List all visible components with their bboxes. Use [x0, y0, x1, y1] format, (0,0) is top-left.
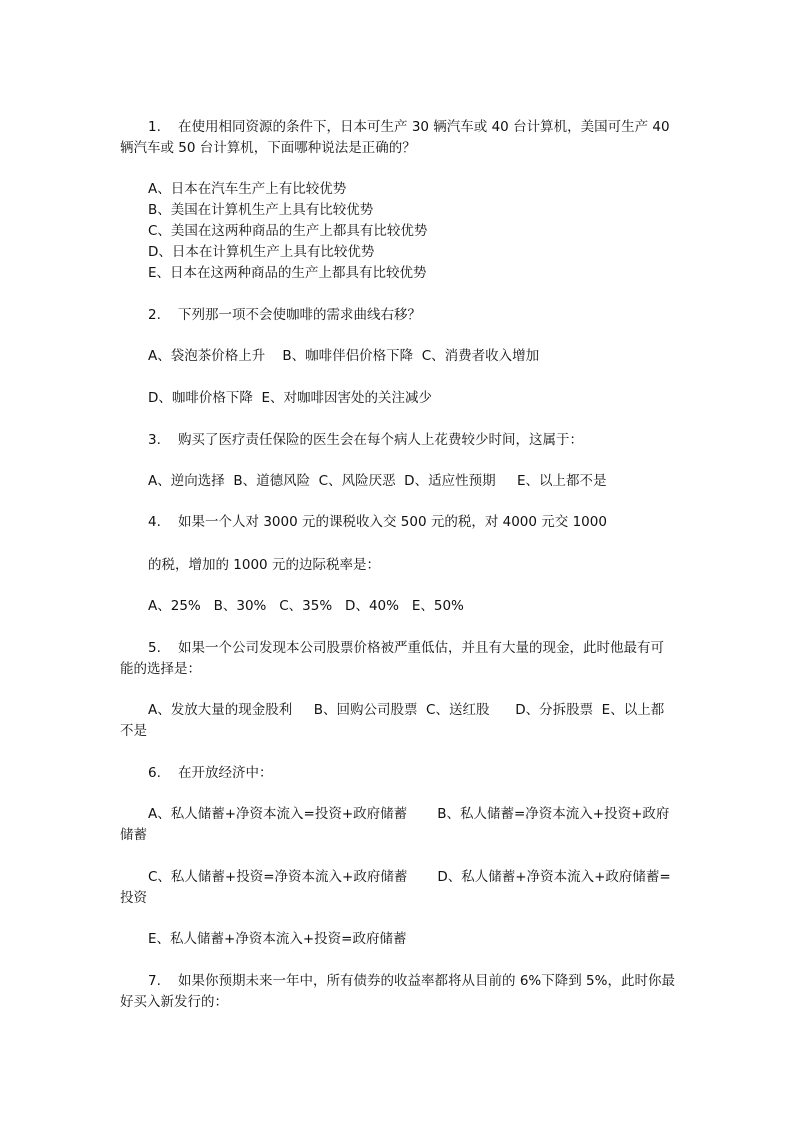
question-1-option-b: B、美国在计算机生产上具有比较优势 [148, 202, 374, 218]
question-2-stem: 2. 下列那一项不会使咖啡的需求曲线右移？ [148, 307, 422, 323]
question-2-options-line-2: D、咖啡价格下降 E、对咖啡因害处的关注减少 [148, 390, 433, 406]
question-1-option-c: C、美国在这两种商品的生产上都具有比较优势 [148, 223, 428, 239]
question-6-option-e: E、私人储蓄+净资本流入+投资=政府储蓄 [148, 931, 407, 947]
question-6-option-cd: C、私人储蓄+投资=净资本流入+政府储蓄 D、私人储蓄+净资本流入+政府储蓄=投资 [120, 869, 671, 906]
question-4-stem: 4. 如果一个人对 3000 元的课税收入交 500 元的税，对 4000 元交 1000 [148, 514, 607, 530]
question-1-stem: 1. 在使用相同资源的条件下，日本可生产 30 辆汽车或 40 台计算机，美国可生产 40 辆汽车或 50 台计算机，下面哪种说法是正确的？ [120, 119, 674, 156]
question-6-stem: 6. 在开放经济中： [148, 765, 273, 781]
question-1-option-e: E、日本在这两种商品的生产上都具有比较优势 [148, 265, 427, 281]
question-5-stem: 5. 如果一个公司发现本公司股票价格被严重低估，并且有大量的现金，此时他最有可能的选择是： [120, 640, 665, 677]
question-4-stem-continued: 的税，增加的 1000 元的边际税率是： [148, 557, 380, 573]
question-5-options: A、发放大量的现金股利 B、回购公司股票 C、送红股 D、分拆股票 E、以上都不是 [120, 702, 665, 739]
question-7-stem: 7. 如果你预期未来一年中，所有债券的收益率都将从目前的 6%下降到 5%，此时你最好买入新发行的： [120, 973, 675, 1010]
question-4-options: A、25% B、30% C、35% D、40% E、50% [148, 598, 464, 614]
question-6-option-ab: A、私人储蓄+净资本流入=投资+政府储蓄 B、私人储蓄=净资本流入+投资+政府储蓄 [120, 806, 670, 843]
question-1-option-d: D、日本在计算机生产上具有比较优势 [148, 244, 375, 260]
question-2-options-line-1: A、袋泡茶价格上升 B、咖啡伴侣价格下降 C、消费者收入增加 [148, 348, 540, 364]
question-1-option-a: A、日本在汽车生产上有比较优势 [148, 181, 347, 197]
question-3-stem: 3. 购买了医疗责任保险的医生会在每个病人上花费较少时间，这属于： [148, 432, 584, 448]
question-3-options: A、逆向选择 B、道德风险 C、风险厌恶 D、适应性预期 E、以上都不是 [148, 473, 607, 489]
